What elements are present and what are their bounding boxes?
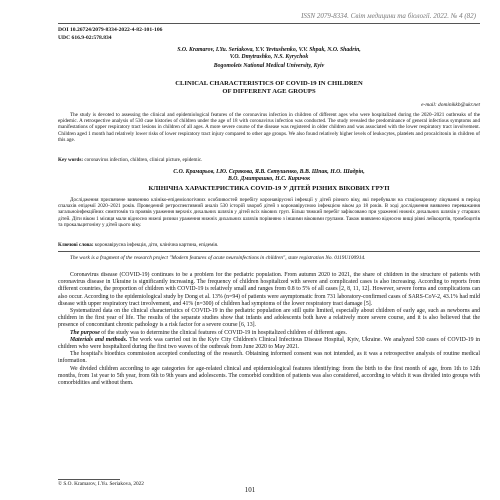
body-paragraph: Coronavirus disease (COVID-19) continues to be a problem for the pediatric population. From autumn 2020 to 2021, the share of children in the structure of patients with coronavirus disease in Ukraine is significantly increasing. The frequency of children hospitalized with severe and complicated cases is also increasing. According to reports from different countries, the proportion of children with COVID-19 is relatively small and ranges from 0.8 to 5% of all cases [2, 8, 11, 12]. However, severe forms and complications can also occur. According to the epidemiological study by Dong et al. 13% (n=94) of patients were asymptomatic from 731 laboratory-confirmed cases of SARS-CoV-2, 43.1% had mild disease with upper respiratory tract involvement, and 41% (n=300) of children had symptoms of the lower respiratory tract damage [5]. (58, 272, 480, 307)
funding-note: The work is a fragment of the research project "Modern features of acute neuroinfections in children", state registration No. 0119U100914. (70, 255, 366, 261)
english-title (58, 80, 480, 96)
english-authors-line2: V.O. Dmytrashko, N.S. Kyrychok (229, 54, 309, 61)
ukrainian-title: КЛІНІЧНА ХАРАКТЕРИСТИКА COVID-19 У ДІТЕЙ РІЗНИХ ВІКОВИХ ГРУП (148, 185, 390, 192)
purpose-text: of the study was to determine the clinical features of COVID-19 in hospitalized children of different ages. (99, 329, 347, 336)
body-paragraph: The hospital's bioethics commission accepted conducting of the research. Obtaining informed consent was not intended, as it was a retrospective analysis of routine medical information. (58, 351, 480, 365)
methods-label: Materials and methods. (70, 336, 128, 343)
body-paragraph: Systematized data on the clinical characteristics of COVID-19 in the pediatric population are still quite limited, especially about children of early age, such as newborns and children in the first year of life. The results of the separate studies show that infants and adolescents both have a relatively more severe course, and it is also believed that the presence of concomitant chronic pathology is a risk factor for a severe course [6, 13]. (58, 308, 480, 329)
ukrainian-keywords-label: Ключові слова: (58, 242, 94, 248)
section-rule (58, 251, 480, 252)
udc: UDC 616.9-02:578.834 (58, 35, 112, 41)
copyright: © S.O. Kramarov, I.Yu. Seriakova, 2022 (58, 481, 144, 487)
english-abstract: The study is devoted to assessing the clinical and epidemiological features of the coronavirus infection in children of different ages who were hospitalized during the 2020–2021 outbreaks of the epidemic. A retrospective analysis of 530 case histories of children under the age of 18 with coronavirus infection was conducted. The study revealed the predominance of general infectious symptoms and manifestations of upper respiratory tract lesions in children of all ages. A more severe course of the disease was registered in older children and was associated with the lower respiratory tract involvement. Children aged 1 month had relatively lower risks of lower respiratory tract injury compared to other age groups. We also found relatively higher levels of leukocytes, platelets and procalcitonin in children of this age. (58, 112, 480, 143)
purpose-label: The purpose (70, 329, 100, 336)
english-authors-line1: S.O. Kramarov, I.Yu. Seriakova, Y.V. Yevtushenko, V.V. Shpak, N.O. Shadrin, (177, 47, 361, 53)
purpose-paragraph (58, 330, 480, 337)
ukrainian-abstract: Дослідження присвячене вивченню клініко-епідеміологічних особливостей перебігу коронавірусної інфекції у дітей різного віку, які перебували на стаціонарному лікуванні в період спалахів епідемії 2020–2021 років. Проведений ретроспективний аналіз 530 історій хвороб дітей з коронавірусною інфекцією віком до 18 років. В ході дослідження виявлено переважання загальноінфекційних симптомів та проявів ураження верхніх дихальних шляхів у дітей всіх вікових груп. Більш тяжкий перебіг зафіксовано при ураженні нижніх дихальних шляхів у старших дітей. Діти віком 1 місяця мали відносно нижчі ризики ураження нижніх дихальних шляхів порівняно з іншими віковими групами. Також виявлено відносно вищі рівні лейкоцитів, тромбоцитів та прокальцитоніну у дітей цього віку. (58, 197, 480, 228)
english-keywords-text: coronavirus infection, children, clinical picture, epidemic. (84, 157, 203, 163)
ukrainian-authors-line2: В.О. Дмитрашко, Н.С. Киричок (227, 176, 311, 183)
english-authors (58, 47, 480, 61)
body-paragraph: We divided children according to age categories for age-related clinical and epidemiological features identifying: from the birth to the first month of age, from 1th to 12th months, from 1st year to 5th year, from 6th to 9th years and adolescents. The comorbid condition of patients was also considered, according to which it was divided into groups with comorbidities and without them. (58, 365, 480, 387)
methods-text: The work was carried out in the Kyiv City Children's Clinical Infectious Disease Hospital, Kyiv, Ukraine. We analyzed 530 cases of COVID-19 in children who were hospitalized during the first two waves of the outbreak from June 2020 to May 2021. (58, 336, 480, 351)
institution: Bogomolets National Medical University, Kyiv (213, 63, 325, 69)
journal-header: ISSN 2079-8334. Світ медицини та біології. 2022. № 4 (82) (301, 12, 476, 20)
english-keywords-label: Key words: (58, 157, 84, 163)
footer-rule (58, 479, 120, 480)
english-keywords (58, 157, 480, 163)
page-number: 101 (244, 486, 256, 494)
ukrainian-authors-line1: С.О. Крамарьов, І.Ю. Сєрякова, Я.В. Євтушенко, В.В. Шпак, Н.О. Шадрін, (173, 169, 365, 175)
doi: DOI 10.26724/2079-8334-2022-4-82-101-106 (58, 27, 163, 33)
email: e-mail: dominikkb@ukr.net (421, 102, 480, 108)
ukrainian-keywords-text: коронавірусна інфекція, діти, клінічна картина, епідемія. (94, 242, 219, 248)
header-rule (58, 23, 480, 24)
methods-paragraph (58, 337, 480, 351)
ukrainian-authors (58, 169, 480, 183)
english-title-line1: CLINICAL CHARACTERISTICS OF COVID-19 IN CHILDREN (175, 80, 363, 87)
ukrainian-keywords (58, 242, 480, 248)
english-title-line2: OF DIFFERENT AGE GROUPS (222, 88, 316, 95)
article-body (58, 272, 480, 479)
